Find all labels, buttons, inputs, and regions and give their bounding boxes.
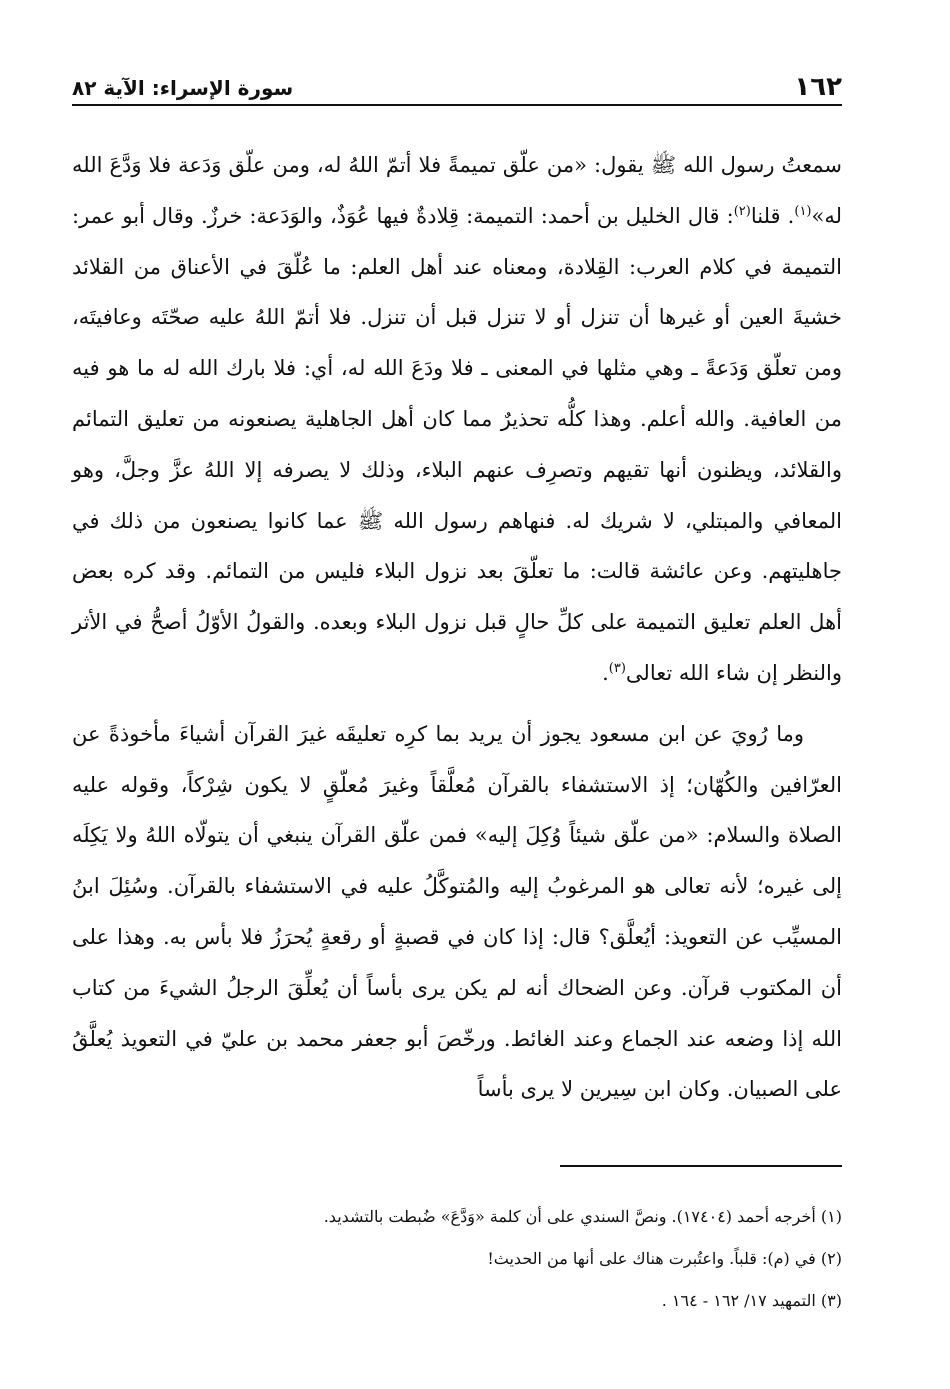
paragraph-1-part-3: : قال الخليل بن أحمد: التميمة: قِلادةٌ فيها عُوَذٌ، والوَدَعة: خرزٌ. وقال أبو عمر: التميمة في كلام العرب: القِلادة، ومعناه عند أهل العلم: ما عُلّقَ في الأعناق من القلائد خشيةَ العين أو غيرها أن تنزل أو لا تنزل قبل أن تنزل. فلا أتمّ اللهُ عليه صحّتَه وعافيتَه، ومن تعلّق وَدَعةً ـ وهي مثلها في المعنى ـ فلا ودَعَ الله له، أي: فلا بارك الله له ما هو فيه من العافية. والله أعلم. وهذا كلُّه تحذيرٌ مما كان أهل الجاهلية يصنعونه من تعليق التمائم والقلائد، ويظنون أنها تقيهم وتصرِف عنهم البلاء، وذلك لا يصرفه إلا اللهُ عزَّ وجلَّ، وهو المعافي والمبتلي، لا شريك له. فنهاهم رسول الله ﷺ عما كانوا يصنعون من ذلك في جاهليتهم. وعن عائشة قالت: ما تعلّقَ بعد نزول البلاء فليس من التمائم. وقد كره بعض أهل العلم تعليق التميمة على كلِّ حالٍ قبل نزول البلاء وبعده. والقولُ الأوّلُ أصحُّ في الأثر والنظر إن شاء الله تعالى bbox=[72, 203, 842, 685]
footnote-1: (١) أخرجه أحمد (١٧٤٠٤). ونصَّ السندي على أن كلمة «وَدَّعَ» ضُبطت بالتشديد. bbox=[323, 1207, 842, 1226]
paragraph-1-part-1: سمعتُ رسول الله ﷺ يقول: «من علّق تميمةً فلا أتمّ اللهُ له، ومن علّق وَدَعة فلا وَدَّعَ الله له» bbox=[72, 153, 843, 228]
footnotes bbox=[72, 1196, 842, 1322]
footnote-ref-3: (٣) bbox=[608, 660, 626, 676]
footnote-ref-1: (١) bbox=[794, 203, 812, 219]
running-title: سورة الإسراء: الآية ٨٢ bbox=[72, 76, 294, 100]
paragraph-1-part-4: . bbox=[602, 660, 609, 685]
page-number: ١٦٢ bbox=[794, 72, 842, 102]
main-text bbox=[72, 140, 842, 1115]
paragraph-1 bbox=[72, 140, 842, 699]
footnote-2: (٢) في (م): قلباً. واعتُبرت هناك على أنها من الحديث! bbox=[487, 1249, 842, 1268]
footnote-separator bbox=[560, 1165, 842, 1167]
footnote-ref-2: (٢) bbox=[733, 203, 751, 219]
page-header bbox=[72, 68, 842, 106]
footnote-3: (٣) التمهيد ١٧/ ١٦٢ - ١٦٤ . bbox=[661, 1291, 842, 1310]
paragraph-1-part-2: . قلنا bbox=[750, 203, 795, 228]
paragraph-2: وما رُويَ عن ابن مسعود يجوز أن يريد بما كرِه تعليقَه غيرَ القرآن أشياءَ مأخوذةً عن العرّافين والكُهّان؛ إذ الاستشفاء بالقرآن مُعلَّقاً وغيرَ مُعلّقٍ لا يكون شِرْكاً، وقوله عليه الصلاة والسلام: «من علّق شيئاً وُكِلَ إليه» فمن علّق القرآن ينبغي أن يتولّاه اللهُ ولا يَكِلَه إلى غيره؛ لأنه تعالى هو المرغوبُ إليه والمُتوكَّلُ عليه في الاستشفاء بالقرآن. وسُئِلَ ابنُ المسيِّب عن التعويذ: أيُعلَّق؟ قال: إذا كان في قصبةٍ أو رقعةٍ يُحرَزُ فلا بأس به. وهذا على أن المكتوب قرآن. وعن الضحاك أنه لم يكن يرى بأساً أن يُعلِّقَ الرجلُ الشيءَ من كتاب الله إذا وضعه عند الجماع وعند الغائط. ورخّصَ أبو جعفر محمد بن عليّ في التعويذ يُعلَّقُ على الصبيان. وكان ابن سِيرين لا يرى بأساً bbox=[72, 721, 842, 1102]
